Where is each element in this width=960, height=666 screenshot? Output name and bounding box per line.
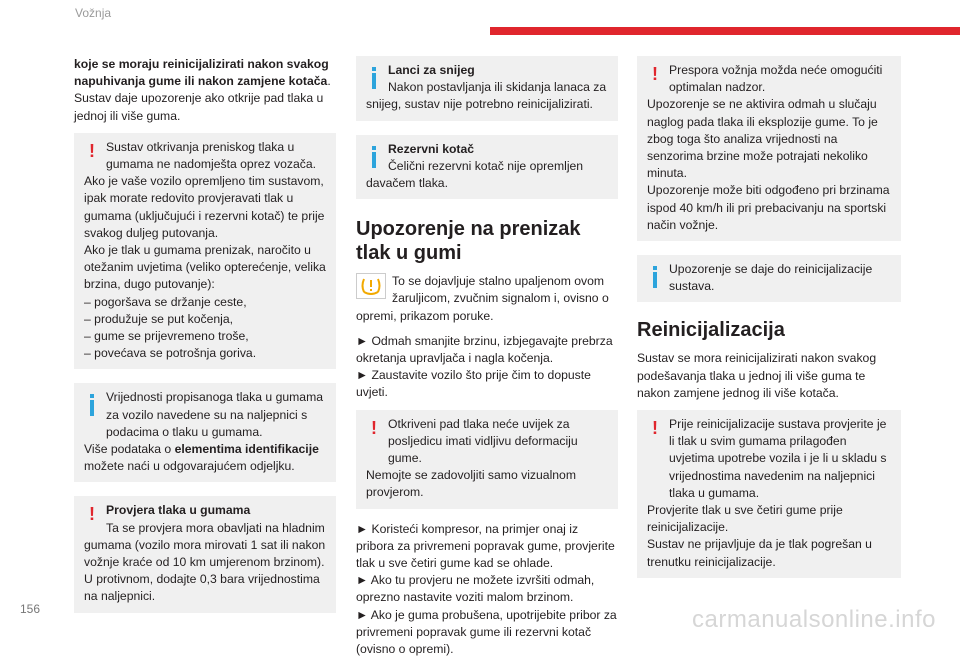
info-text: Upozorenje se daje do reinicijalizacije sustava. (669, 262, 873, 294)
info-box-snow-chains (356, 56, 618, 121)
warning-box-before-reset (637, 410, 901, 578)
arrow-icon: ► (356, 368, 372, 383)
reset-paragraph: Sustav se mora reinicijalizirati nakon svakog podešavanja tlaka u jednoj ili više guma te nakon zamjene jednog ili više kotača. (637, 351, 877, 400)
warning-box-pressure-check (74, 496, 336, 612)
info-text: Čelični rezervni kotač nije opremljen davačem tlaka. (366, 158, 584, 191)
page-number: 156 (20, 602, 41, 616)
intro-paragraph (74, 56, 336, 125)
warning-first: Otkriveni pad tlaka neće uvijek za posljedicu imati vidljivu deformaciju gume. (388, 416, 578, 466)
warning-lamp-paragraph (356, 273, 618, 325)
warning-first: Prije reinicijalizacije sustava provjerite je li tlak u svim gumama prilagođen uvjetima upotrebe vozila i je li u skladu s vrijednostima navedenim na naljepnici tlaka u gumama. (669, 417, 887, 500)
arrow-icon: ► (356, 573, 371, 588)
intro-bold: koje se moraju reinicijalizirati nakon svakog napuhivanja gume ili nakon zamjene kotača (74, 57, 329, 89)
info-icon (366, 146, 382, 168)
steps-continued (356, 521, 618, 659)
warning-text: Ako je vaše vozilo opremljeno tim sustavom, ipak morate redovito provjeravati tlak u gumama (uključujući i rezervni kotač) te prije svakog duljeg putovanja. (84, 174, 325, 240)
step-text: Koristeći kompresor, na primjer onaj iz pribora za privremeni popravak gume, provjerite tlak u sve četiri gume kad se ohlade. (356, 521, 615, 571)
exclamation-icon: ! (89, 140, 95, 161)
exclamation-icon: ! (652, 418, 658, 439)
section-heading-low-pressure: Upozorenje na prenizak tlak u gumi (356, 218, 581, 265)
arrow-icon: ► (356, 333, 372, 348)
step-text: Zaustavite vozilo što prije čim to dopuste uvjeti. (356, 368, 591, 400)
identification-link[interactable]: elementima identifikacije (174, 442, 319, 457)
warning-first: Prespora vožnja možda neće omogućiti optimalan nadzor. (669, 63, 883, 95)
warning-text: Sustav ne prijavljuje da je tlak pogrešan u trenutku reinicijalizacije. (647, 537, 872, 569)
warning-text: Upozorenje može biti odgođeno pri brzinama ispod 40 km/h ili pri prebacivanju na sportski način vožnje. (647, 183, 890, 232)
warning-box-deformation (356, 410, 618, 509)
info-more-pre: Više podataka o (84, 442, 175, 457)
section-heading-reset: Reinicijalizacija (637, 319, 785, 342)
info-text: Nakon postavljanja ili skidanja lanaca za snijeg, sustav nije potrebno reinicijalizirati. (366, 80, 607, 112)
arrow-icon: ► (356, 521, 372, 536)
warning-first: Ta se provjera mora obavljati na hladnim gumama (vozilo mora mirovati 1 sat ili nakon vožnje kraće od 10 km umjerenom brzinom). (84, 520, 326, 570)
info-icon (84, 394, 100, 416)
info-icon (366, 67, 382, 89)
info-box-pressure-values (74, 383, 336, 482)
exclamation-icon: ! (652, 64, 658, 84)
warning-text: Provjerite tlak u sve četiri gume prije reinicijalizacije. (647, 503, 843, 535)
column-3 (637, 56, 901, 592)
tyre-pressure-warning-icon (356, 273, 386, 299)
header-accent-bar (490, 27, 960, 35)
list-item: – povećava se potrošnja goriva. (84, 346, 257, 361)
warning-first: Sustav otkrivanja preniskog tlaka u gumama ne nadomješta oprez vozača. (106, 139, 317, 172)
info-more (84, 441, 327, 475)
warning-box-slow-driving (637, 56, 901, 241)
info-more-post: možete naći u odgovarajućem odjeljku. (84, 459, 295, 474)
exclamation-icon: ! (371, 417, 377, 438)
watermark: carmanualsonline.info (692, 606, 936, 633)
info-title: Lanci za snijeg (388, 63, 475, 77)
lamp-text: To se dojavljuje stalno upaljenom ovom žaruljicom, zvučnim signalom i, ovisno o opremi, prikazom poruke. (356, 274, 609, 323)
column-1 (74, 56, 336, 627)
step-text: Ako je guma probušena, upotrijebite pribor za privremeni popravak gume ili rezervni kotač (ovisno o opremi). (356, 607, 617, 657)
warning-text: U protivnom, dodajte 0,3 bara vrijednostima na naljepnici. (84, 572, 320, 604)
step-text: Ako tu provjeru ne možete izvršiti odmah, oprezno nastavite voziti malom brzinom. (356, 573, 595, 605)
list-item: – produžuje se put kočenja, (84, 311, 234, 326)
section-header: Vožnja (75, 6, 112, 20)
step (356, 333, 618, 402)
list-item: – gume se prijevremeno troše, (84, 329, 249, 344)
warning-text: Nemojte se zadovoljiti samo vizualnom provjerom. (366, 468, 576, 500)
arrow-icon: ► (356, 607, 371, 622)
info-box-until-reset (637, 255, 901, 302)
warning-box-system (74, 133, 336, 370)
info-icon (647, 266, 663, 288)
exclamation-icon: ! (89, 504, 95, 525)
list-item: – pogoršava se držanje ceste, (84, 294, 247, 309)
step-text: Odmah smanjite brzinu, izbjegavajte prebrza okretanja upravljača i nagla kočenja. (356, 333, 613, 366)
warning-title: Provjera tlaka u gumama (106, 503, 251, 518)
warning-text: Upozorenje se ne aktivira odmah u slučaju naglog pada tlaka ili eksplozije gume. To je zbog toga što analiza vrijednosti na senzorima brzine može potrajati nekoliko minuta. (647, 97, 878, 181)
column-2 (356, 56, 618, 666)
info-box-spare-wheel (356, 135, 618, 200)
intro-text: koje se moraju reinicijalizirati nakon svakog napuhivanja gume ili nakon zamjene kotača. Sustav daje upozorenje ako otkrije pad tlaka u jednoj ili više guma. (74, 57, 331, 123)
info-first: Vrijednosti propisanoga tlaka u gumama za vozilo navedene su na naljepnici s podacima o tlaku u gumama. (106, 390, 324, 439)
info-title: Rezervni kotač (388, 141, 475, 156)
warning-text: Ako je tlak u gumama prenizak, naročito u otežanim uvjetima (veliko opterećenje, velika brzina, dugo putovanje): (84, 243, 326, 292)
